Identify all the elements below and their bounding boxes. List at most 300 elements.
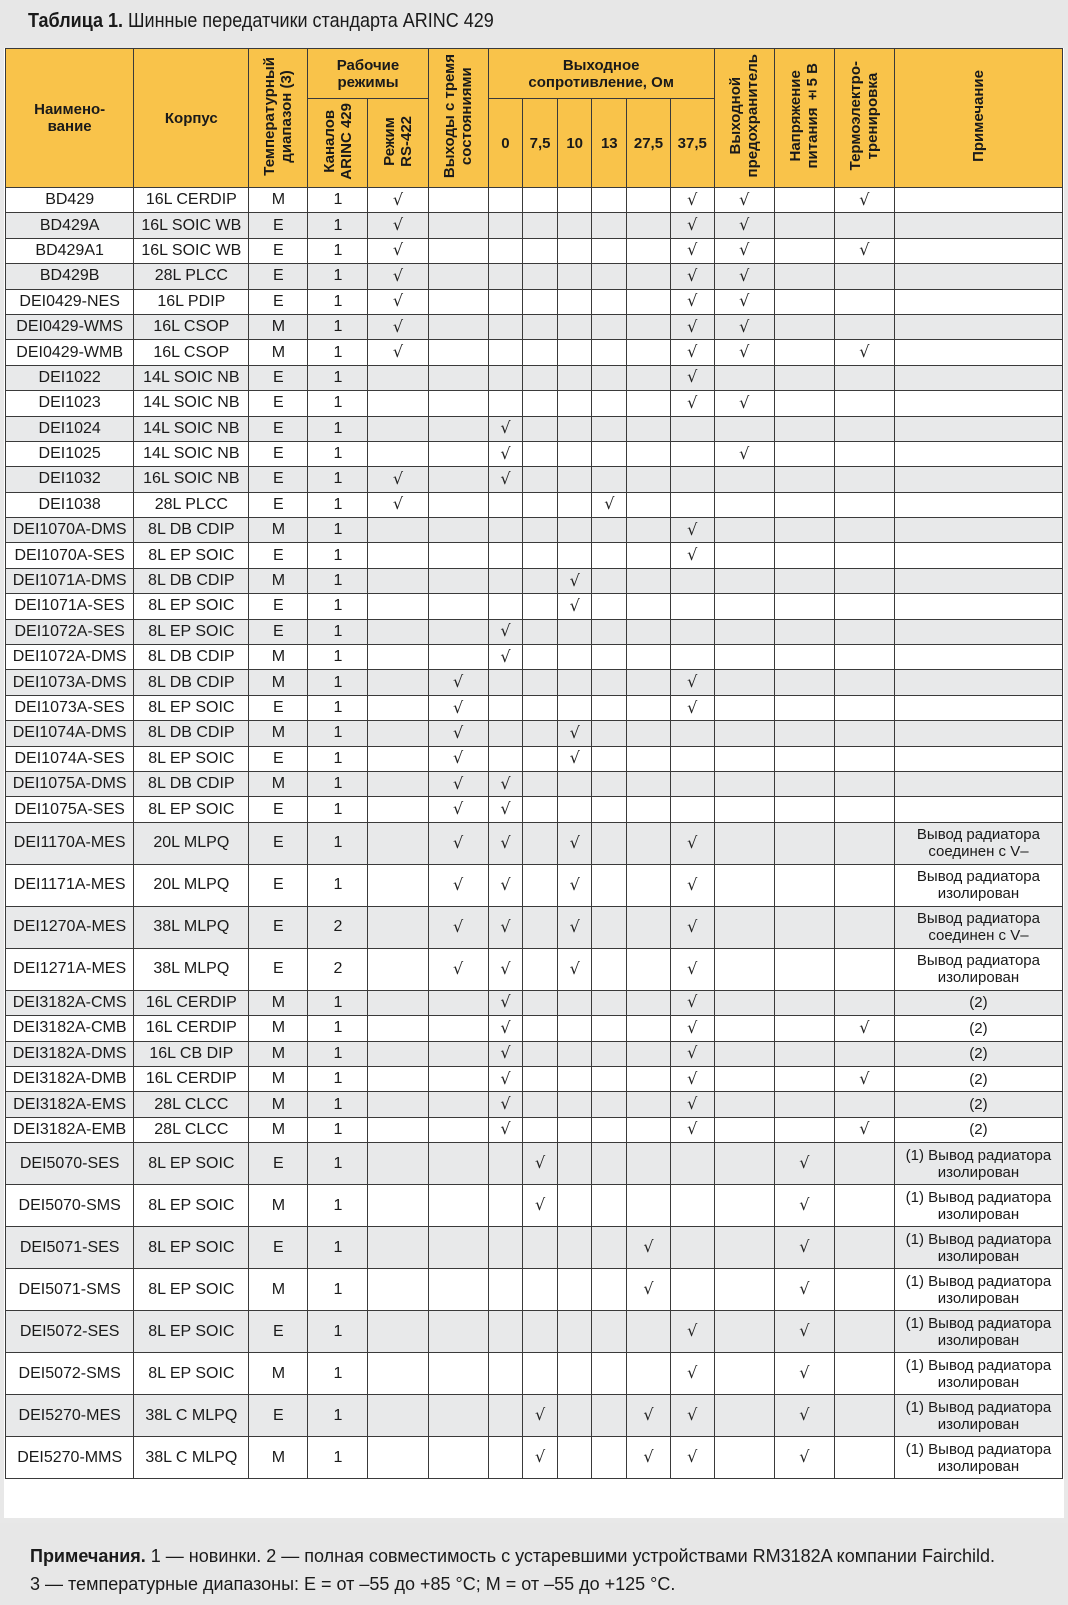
check-mark-icon: √	[799, 1195, 810, 1215]
cell-tristate	[428, 1016, 488, 1041]
cell-impedance-10	[557, 670, 592, 695]
cell-impedance-27-5	[627, 340, 671, 365]
cell-name: DEI0429-WMS	[6, 314, 134, 339]
cell-name: DEI1070A-SES	[6, 543, 134, 568]
cell-fuse	[714, 1311, 774, 1353]
check-mark-icon: √	[500, 958, 511, 978]
check-mark-icon: √	[799, 1279, 810, 1299]
table-row	[6, 645, 1063, 670]
cell-package: 8L EP SOIC	[134, 1311, 249, 1353]
cell-package: 14L SOIC NB	[134, 416, 249, 441]
cell-supply	[774, 238, 834, 263]
cell-rs422	[368, 771, 428, 796]
cell-package: 8L EP SOIC	[134, 797, 249, 822]
cell-temp-range: M	[249, 1117, 308, 1142]
cell-impedance-27-5	[627, 264, 671, 289]
table-row	[6, 1041, 1063, 1066]
cell-burnin	[834, 314, 894, 339]
cell-rs422	[368, 238, 428, 263]
cell-fuse	[714, 441, 774, 466]
check-mark-icon: √	[687, 240, 698, 260]
check-mark-icon: √	[643, 1237, 654, 1257]
cell-supply	[774, 289, 834, 314]
table-row	[6, 1143, 1063, 1185]
cell-name: DEI3182A-DMB	[6, 1066, 134, 1091]
cell-impedance-13	[592, 188, 627, 213]
cell-impedance-10	[557, 1066, 592, 1091]
cell-package: 8L EP SOIC	[134, 746, 249, 771]
cell-impedance-13	[592, 1041, 627, 1066]
cell-impedance-10	[557, 416, 592, 441]
cell-impedance-27-5	[627, 948, 671, 990]
cell-supply	[774, 990, 834, 1015]
cell-tristate	[428, 797, 488, 822]
cell-temp-range: M	[249, 314, 308, 339]
cell-impedance-10	[557, 213, 592, 238]
cell-fuse	[714, 1143, 774, 1185]
cell-rs422	[368, 1395, 428, 1437]
cell-burnin	[834, 188, 894, 213]
cell-name: DEI1024	[6, 416, 134, 441]
cell-impedance-27-5	[627, 721, 671, 746]
cell-impedance-37-5	[670, 1143, 714, 1185]
cell-burnin	[834, 213, 894, 238]
cell-package: 8L DB CDIP	[134, 568, 249, 593]
cell-fuse	[714, 906, 774, 948]
table-row	[6, 213, 1063, 238]
cell-burnin	[834, 948, 894, 990]
check-mark-icon: √	[799, 1447, 810, 1467]
table-row	[6, 822, 1063, 864]
check-mark-icon: √	[500, 799, 511, 819]
cell-supply	[774, 340, 834, 365]
cell-impedance-7-5	[523, 264, 558, 289]
cell-impedance-37-5	[670, 1227, 714, 1269]
cell-note	[894, 238, 1062, 263]
table-row	[6, 771, 1063, 796]
cell-impedance-0	[488, 188, 523, 213]
cell-impedance-37-5	[670, 1092, 714, 1117]
table-row	[6, 340, 1063, 365]
cell-burnin	[834, 1395, 894, 1437]
table-row	[6, 264, 1063, 289]
cell-impedance-27-5	[627, 619, 671, 644]
cell-fuse	[714, 238, 774, 263]
cell-impedance-0	[488, 264, 523, 289]
cell-tristate	[428, 948, 488, 990]
cell-note	[894, 670, 1062, 695]
table-row	[6, 238, 1063, 263]
cell-burnin	[834, 568, 894, 593]
cell-supply	[774, 213, 834, 238]
cell-package: 20L MLPQ	[134, 822, 249, 864]
cell-impedance-27-5	[627, 1395, 671, 1437]
cell-arinc-channels: 1	[308, 188, 368, 213]
table-row	[6, 1353, 1063, 1395]
cell-note	[894, 441, 1062, 466]
cell-temp-range: E	[249, 1227, 308, 1269]
cell-impedance-0	[488, 416, 523, 441]
cell-name: DEI0429-WMB	[6, 340, 134, 365]
cell-impedance-0	[488, 1185, 523, 1227]
cell-impedance-13	[592, 1117, 627, 1142]
cell-burnin	[834, 340, 894, 365]
cell-note: (2)	[894, 1016, 1062, 1041]
check-mark-icon: √	[569, 595, 580, 615]
table-row	[6, 746, 1063, 771]
cell-arinc-channels: 1	[308, 543, 368, 568]
check-mark-icon: √	[569, 748, 580, 768]
cell-temp-range: M	[249, 721, 308, 746]
cell-fuse	[714, 391, 774, 416]
cell-package: 28L PLCC	[134, 492, 249, 517]
cell-impedance-0	[488, 568, 523, 593]
cell-impedance-37-5	[670, 467, 714, 492]
check-mark-icon: √	[453, 697, 464, 717]
cell-package: 16L CERDIP	[134, 188, 249, 213]
cell-burnin	[834, 238, 894, 263]
cell-arinc-channels: 1	[308, 721, 368, 746]
cell-rs422	[368, 1066, 428, 1091]
cell-burnin	[834, 518, 894, 543]
cell-note	[894, 645, 1062, 670]
cell-name: DEI1074A-DMS	[6, 721, 134, 746]
cell-rs422	[368, 645, 428, 670]
footnote-line-1	[30, 1542, 1040, 1570]
header-fuse-label: Выходной предохранитель	[727, 54, 762, 178]
cell-impedance-13	[592, 670, 627, 695]
cell-note: (1) Вывод радиатора изолирован	[894, 1185, 1062, 1227]
cell-impedance-10	[557, 238, 592, 263]
cell-impedance-13	[592, 1143, 627, 1185]
cell-arinc-channels: 1	[308, 416, 368, 441]
cell-arinc-channels: 1	[308, 238, 368, 263]
cell-impedance-0	[488, 1117, 523, 1142]
cell-arinc-channels: 1	[308, 594, 368, 619]
cell-supply	[774, 416, 834, 441]
cell-tristate	[428, 238, 488, 263]
cell-impedance-27-5	[627, 416, 671, 441]
header-burnin-label: Термоэлектро- тренировка	[847, 61, 882, 171]
table-row	[6, 594, 1063, 619]
cell-fuse	[714, 1437, 774, 1479]
check-mark-icon: √	[500, 1043, 511, 1063]
check-mark-icon: √	[739, 316, 750, 336]
cell-arinc-channels: 1	[308, 1066, 368, 1091]
cell-tristate	[428, 1143, 488, 1185]
header-impedance-13: 13	[592, 99, 627, 188]
cell-impedance-13	[592, 365, 627, 390]
cell-fuse	[714, 822, 774, 864]
cell-impedance-0	[488, 289, 523, 314]
cell-impedance-7-5	[523, 441, 558, 466]
cell-supply	[774, 441, 834, 466]
table-row	[6, 695, 1063, 720]
check-mark-icon: √	[534, 1405, 546, 1425]
cell-arinc-channels: 1	[308, 864, 368, 906]
cell-package: 38L MLPQ	[134, 948, 249, 990]
cell-impedance-13	[592, 1185, 627, 1227]
cell-rs422	[368, 188, 428, 213]
cell-tristate	[428, 771, 488, 796]
cell-impedance-10	[557, 619, 592, 644]
table-row	[6, 1269, 1063, 1311]
cell-tristate	[428, 492, 488, 517]
cell-supply	[774, 1353, 834, 1395]
cell-impedance-10	[557, 990, 592, 1015]
cell-note: (1) Вывод радиатора изолирован	[894, 1143, 1062, 1185]
table-row	[6, 314, 1063, 339]
cell-tristate	[428, 340, 488, 365]
cell-fuse	[714, 1066, 774, 1091]
cell-tristate	[428, 1041, 488, 1066]
cell-rs422	[368, 797, 428, 822]
cell-impedance-0	[488, 391, 523, 416]
cell-package: 8L DB CDIP	[134, 645, 249, 670]
cell-impedance-37-5	[670, 365, 714, 390]
cell-impedance-10	[557, 188, 592, 213]
cell-impedance-7-5	[523, 1395, 558, 1437]
check-mark-icon: √	[687, 265, 698, 285]
cell-impedance-10	[557, 518, 592, 543]
cell-package: 8L EP SOIC	[134, 543, 249, 568]
cell-impedance-10	[557, 289, 592, 314]
header-mode-arinc	[308, 99, 368, 188]
cell-temp-range: E	[249, 467, 308, 492]
cell-supply	[774, 1227, 834, 1269]
cell-tristate	[428, 1437, 488, 1479]
cell-note	[894, 492, 1062, 517]
cell-impedance-7-5	[523, 906, 558, 948]
header-impedance-7-5: 7,5	[523, 99, 558, 188]
cell-impedance-27-5	[627, 213, 671, 238]
cell-package: 14L SOIC NB	[134, 441, 249, 466]
check-mark-icon: √	[569, 570, 580, 590]
table-row	[6, 1311, 1063, 1353]
cell-impedance-13	[592, 721, 627, 746]
check-mark-icon: √	[500, 468, 511, 488]
cell-supply	[774, 1311, 834, 1353]
cell-impedance-13	[592, 619, 627, 644]
cell-package: 8L DB CDIP	[134, 518, 249, 543]
cell-impedance-10	[557, 695, 592, 720]
table-row	[6, 619, 1063, 644]
cell-rs422	[368, 906, 428, 948]
cell-impedance-7-5	[523, 1227, 558, 1269]
cell-impedance-37-5	[670, 645, 714, 670]
cell-burnin	[834, 416, 894, 441]
cell-rs422	[368, 213, 428, 238]
cell-impedance-7-5	[523, 619, 558, 644]
cell-impedance-0	[488, 492, 523, 517]
cell-impedance-7-5	[523, 822, 558, 864]
cell-impedance-7-5	[523, 1117, 558, 1142]
cell-note	[894, 518, 1062, 543]
cell-rs422	[368, 492, 428, 517]
header-package: Корпус	[134, 49, 249, 188]
cell-impedance-10	[557, 264, 592, 289]
check-mark-icon: √	[739, 189, 750, 209]
cell-package: 16L PDIP	[134, 289, 249, 314]
cell-impedance-27-5	[627, 238, 671, 263]
table-title-text: Шинные передатчики стандарта ARINC 429	[128, 10, 494, 32]
cell-rs422	[368, 822, 428, 864]
cell-impedance-0	[488, 314, 523, 339]
cell-package: 16L SOIC WB	[134, 238, 249, 263]
cell-fuse	[714, 568, 774, 593]
cell-supply	[774, 1269, 834, 1311]
cell-impedance-0	[488, 1395, 523, 1437]
cell-impedance-10	[557, 1117, 592, 1142]
check-mark-icon: √	[859, 1119, 870, 1139]
cell-package: 8L EP SOIC	[134, 619, 249, 644]
cell-temp-range: E	[249, 1311, 308, 1353]
check-mark-icon: √	[569, 832, 580, 852]
cell-name: DEI5071-SMS	[6, 1269, 134, 1311]
check-mark-icon: √	[453, 874, 464, 894]
check-mark-icon: √	[739, 392, 750, 412]
cell-impedance-27-5	[627, 1016, 671, 1041]
cell-impedance-7-5	[523, 365, 558, 390]
cell-fuse	[714, 746, 774, 771]
cell-note: (2)	[894, 1041, 1062, 1066]
cell-supply	[774, 1437, 834, 1479]
header-name: Наимено- вание	[6, 49, 134, 188]
cell-impedance-37-5	[670, 1041, 714, 1066]
cell-burnin	[834, 543, 894, 568]
cell-impedance-27-5	[627, 695, 671, 720]
cell-tristate	[428, 416, 488, 441]
cell-name: DEI3182A-EMS	[6, 1092, 134, 1117]
cell-rs422	[368, 543, 428, 568]
cell-impedance-7-5	[523, 1353, 558, 1395]
cell-package: 16L CERDIP	[134, 1016, 249, 1041]
cell-impedance-10	[557, 1227, 592, 1269]
cell-impedance-37-5	[670, 771, 714, 796]
cell-supply	[774, 822, 834, 864]
cell-tristate	[428, 1117, 488, 1142]
cell-supply	[774, 568, 834, 593]
cell-impedance-7-5	[523, 1311, 558, 1353]
cell-tristate	[428, 1066, 488, 1091]
cell-temp-range: M	[249, 990, 308, 1015]
table-row	[6, 467, 1063, 492]
cell-fuse	[714, 990, 774, 1015]
cell-package: 16L CSOP	[134, 340, 249, 365]
cell-impedance-37-5	[670, 990, 714, 1015]
cell-note	[894, 568, 1062, 593]
check-mark-icon: √	[500, 1068, 511, 1088]
cell-impedance-7-5	[523, 416, 558, 441]
check-mark-icon: √	[500, 916, 511, 936]
table-row	[6, 721, 1063, 746]
cell-temp-range: M	[249, 1185, 308, 1227]
cell-name: DEI3182A-DMS	[6, 1041, 134, 1066]
cell-note	[894, 416, 1062, 441]
cell-burnin	[834, 1227, 894, 1269]
cell-rs422	[368, 594, 428, 619]
cell-impedance-13	[592, 289, 627, 314]
cell-arinc-channels: 1	[308, 340, 368, 365]
cell-tristate	[428, 906, 488, 948]
cell-temp-range: M	[249, 1041, 308, 1066]
cell-impedance-10	[557, 822, 592, 864]
cell-package: 38L MLPQ	[134, 906, 249, 948]
check-mark-icon: √	[687, 916, 698, 936]
header-impedance-27-5: 27,5	[627, 99, 671, 188]
table-row	[6, 990, 1063, 1015]
cell-tristate	[428, 188, 488, 213]
check-mark-icon: √	[500, 1017, 511, 1037]
cell-note	[894, 365, 1062, 390]
cell-rs422	[368, 1353, 428, 1395]
cell-burnin	[834, 1041, 894, 1066]
check-mark-icon: √	[687, 291, 698, 311]
cell-impedance-7-5	[523, 1269, 558, 1311]
cell-temp-range: M	[249, 670, 308, 695]
cell-rs422	[368, 1117, 428, 1142]
cell-arinc-channels: 2	[308, 948, 368, 990]
title-bar	[0, 0, 1068, 45]
cell-name: DEI5070-SES	[6, 1143, 134, 1185]
cell-fuse	[714, 1395, 774, 1437]
cell-name: DEI5270-MES	[6, 1395, 134, 1437]
cell-impedance-27-5	[627, 1227, 671, 1269]
cell-supply	[774, 391, 834, 416]
check-mark-icon: √	[500, 1119, 511, 1139]
cell-package: 8L DB CDIP	[134, 771, 249, 796]
cell-impedance-37-5	[670, 1269, 714, 1311]
cell-impedance-0	[488, 1311, 523, 1353]
cell-package: 16L CB DIP	[134, 1041, 249, 1066]
check-mark-icon: √	[392, 468, 404, 488]
cell-impedance-27-5	[627, 670, 671, 695]
cell-impedance-13	[592, 238, 627, 263]
cell-fuse	[714, 416, 774, 441]
cell-impedance-10	[557, 1395, 592, 1437]
cell-supply	[774, 1185, 834, 1227]
cell-temp-range: M	[249, 1016, 308, 1041]
cell-name: DEI3182A-CMS	[6, 990, 134, 1015]
cell-impedance-7-5	[523, 1437, 558, 1479]
table-row	[6, 289, 1063, 314]
cell-arinc-channels: 1	[308, 518, 368, 543]
cell-impedance-37-5	[670, 695, 714, 720]
cell-impedance-0	[488, 1092, 523, 1117]
cell-package: 28L PLCC	[134, 264, 249, 289]
check-mark-icon: √	[500, 832, 511, 852]
cell-impedance-10	[557, 365, 592, 390]
cell-impedance-27-5	[627, 645, 671, 670]
cell-burnin	[834, 1269, 894, 1311]
cell-name: DEI1025	[6, 441, 134, 466]
cell-tristate	[428, 314, 488, 339]
cell-impedance-7-5	[523, 695, 558, 720]
cell-name: DEI1073A-SES	[6, 695, 134, 720]
cell-arinc-channels: 1	[308, 1311, 368, 1353]
cell-burnin	[834, 645, 894, 670]
cell-impedance-0	[488, 1016, 523, 1041]
cell-fuse	[714, 1227, 774, 1269]
cell-supply	[774, 1016, 834, 1041]
cell-impedance-37-5	[670, 1437, 714, 1479]
cell-package: 8L EP SOIC	[134, 695, 249, 720]
cell-impedance-10	[557, 906, 592, 948]
cell-impedance-0	[488, 670, 523, 695]
check-mark-icon: √	[687, 1119, 698, 1139]
table-row	[6, 1117, 1063, 1142]
check-mark-icon: √	[453, 773, 464, 793]
